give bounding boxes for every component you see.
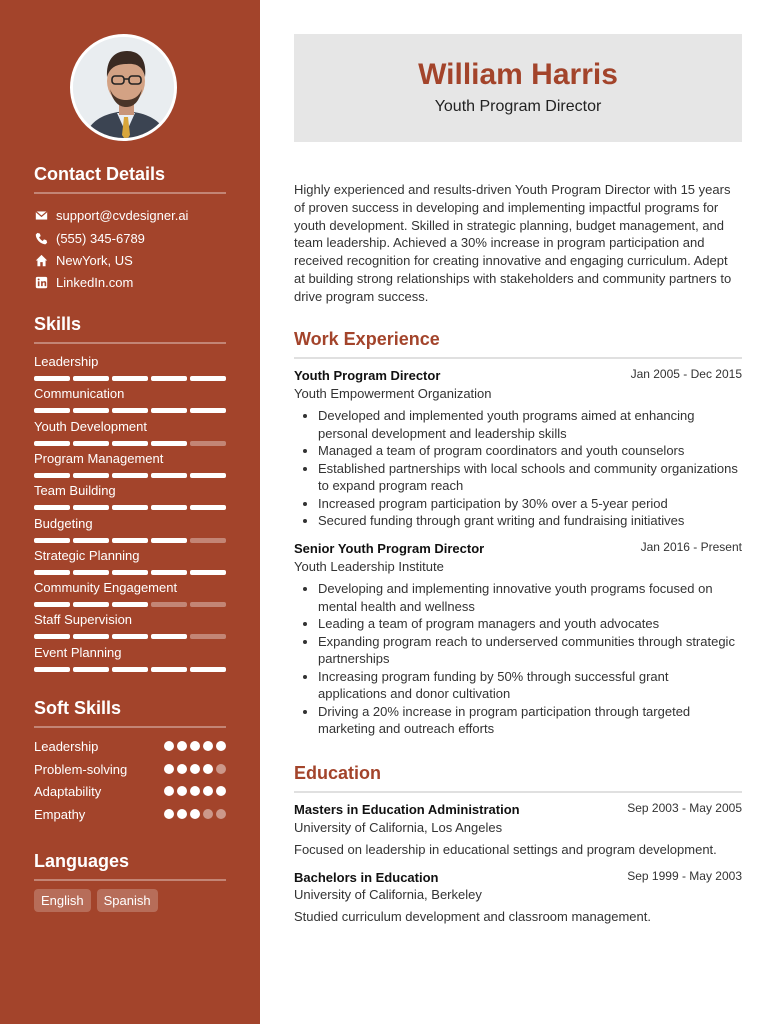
rating-dot: [190, 741, 200, 751]
skill-level-segment: [190, 634, 226, 639]
rating-dot: [190, 809, 200, 819]
skill-level-segment: [73, 602, 109, 607]
contact-email-text: support@cvdesigner.ai: [56, 207, 189, 223]
skill-level-segment: [34, 505, 70, 510]
skill-level-segment: [34, 473, 70, 478]
degree-title: Bachelors in Education: [294, 870, 439, 885]
soft-skill-rating: [164, 741, 226, 751]
degree-description: Studied curriculum development and classroom management.: [294, 909, 651, 924]
rating-dot: [203, 809, 213, 819]
education-heading: Education: [294, 763, 742, 793]
job-title: Senior Youth Program Director: [294, 541, 485, 556]
skill-level-segment: [34, 602, 70, 607]
skill-level-segment: [73, 376, 109, 381]
bullet-item: • Established partnerships with local schools and community organizations to expand program reach: [318, 460, 738, 495]
skill-label: Communication: [34, 386, 125, 401]
skill-level-bar: [34, 408, 226, 413]
phone-icon: [34, 231, 48, 245]
soft-skill-rating: [164, 809, 226, 819]
skill-level-bar: [34, 634, 226, 639]
skill-level-bar: [34, 667, 226, 672]
skill-level-segment: [151, 376, 187, 381]
skill-level-segment: [112, 473, 148, 478]
soft-skill-label: Leadership: [34, 738, 99, 754]
contact-location-text: NewYork, US: [56, 252, 133, 268]
skill-level-segment: [151, 441, 187, 446]
skill-level-segment: [73, 634, 109, 639]
bullet-item: • Secured funding through grant writing and fundraising initiatives: [318, 512, 738, 530]
job-title: Youth Program Director: [294, 368, 441, 383]
skill-level-segment: [34, 538, 70, 543]
skill-level-segment: [34, 634, 70, 639]
bullet-item: • Developed and implemented youth programs aimed at enhancing personal development and leadership skills: [318, 407, 738, 442]
skill-level-segment: [112, 538, 148, 543]
skill-level-segment: [190, 538, 226, 543]
summary: Highly experienced and results-driven Youth Program Director with 15 years of proven success in developing and implementing impactful programs for youth development. Skilled in strategic planning, budget management, and team leadership. Achieved a 30% increase in program participation and received recognition for creating innovative and engaging curriculum. Adept at building strong relationships with stakeholders and community partners to drive program success.: [294, 182, 732, 304]
skill-level-segment: [190, 473, 226, 478]
rating-dot: [164, 809, 174, 819]
soft-skill-rating: [164, 786, 226, 796]
skill-level-segment: [151, 667, 187, 672]
soft-skill-row: [34, 782, 226, 800]
skill-level-bar: [34, 602, 226, 607]
bullet-item: • Driving a 20% increase in program participation through targeted marketing and outreach efforts: [318, 703, 738, 738]
rating-dot: [190, 764, 200, 774]
soft-skill-label: Adaptability: [34, 783, 102, 799]
person-name: William Harris: [418, 58, 618, 91]
skill-level-segment: [190, 441, 226, 446]
job-org: Youth Empowerment Organization: [294, 386, 492, 401]
bullet-item: • Increased program participation by 30% over a 5-year period: [318, 495, 738, 513]
school-name: University of California, Los Angeles: [294, 820, 503, 835]
languages-heading: Languages: [34, 851, 226, 881]
rating-dot: [177, 741, 187, 751]
skill-level-segment: [190, 376, 226, 381]
contact-location: [34, 251, 234, 269]
skill-level-segment: [190, 602, 226, 607]
skill-level-segment: [112, 602, 148, 607]
contact-email[interactable]: [34, 206, 234, 224]
skill-level-segment: [73, 441, 109, 446]
skill-level-segment: [151, 505, 187, 510]
rating-dot: [164, 764, 174, 774]
skill-level-segment: [112, 570, 148, 575]
contact-heading: Contact Details: [34, 164, 226, 194]
linkedin-icon: [34, 275, 48, 289]
rating-dot: [164, 786, 174, 796]
skill-level-bar: [34, 505, 226, 510]
contact-phone[interactable]: [34, 229, 234, 247]
rating-dot: [177, 786, 187, 796]
skill-level-segment: [34, 408, 70, 413]
skill-label: Team Building: [34, 483, 116, 498]
skill-level-segment: [112, 667, 148, 672]
skill-level-segment: [34, 441, 70, 446]
soft-skill-row: [34, 737, 226, 755]
skill-level-segment: [34, 376, 70, 381]
rating-dot: [177, 809, 187, 819]
skill-level-segment: [190, 505, 226, 510]
language-chip: English: [34, 889, 91, 912]
skill-level-segment: [151, 634, 187, 639]
contact-linkedin[interactable]: [34, 273, 234, 291]
skill-level-segment: [112, 441, 148, 446]
skill-label: Community Engagement: [34, 580, 178, 595]
soft-skill-row: [34, 805, 226, 823]
skill-label: Youth Development: [34, 419, 147, 434]
skill-level-segment: [151, 602, 187, 607]
contact-phone-text: (555) 345-6789: [56, 230, 145, 246]
degree-title: Masters in Education Administration: [294, 802, 520, 817]
skill-level-bar: [34, 376, 226, 381]
skill-level-segment: [190, 667, 226, 672]
skill-label: Event Planning: [34, 645, 122, 660]
rating-dot: [164, 741, 174, 751]
skill-label: Budgeting: [34, 516, 93, 531]
skill-level-segment: [34, 667, 70, 672]
soft-skill-label: Empathy: [34, 806, 86, 822]
skill-level-segment: [73, 538, 109, 543]
skill-level-segment: [73, 408, 109, 413]
skill-level-bar: [34, 441, 226, 446]
skill-level-segment: [34, 570, 70, 575]
rating-dot: [203, 786, 213, 796]
job-bullets: [318, 580, 738, 738]
skill-level-segment: [112, 376, 148, 381]
name-header: [294, 34, 742, 142]
degree-date: Sep 1999 - May 2003: [627, 869, 742, 883]
skill-label: Leadership: [34, 354, 99, 369]
skill-level-bar: [34, 473, 226, 478]
rating-dot: [216, 786, 226, 796]
bullet-item: • Expanding program reach to underserved communities through strategic partnerships: [318, 633, 738, 668]
person-title: Youth Program Director: [434, 98, 602, 115]
rating-dot: [216, 809, 226, 819]
skill-level-segment: [73, 505, 109, 510]
rating-dot: [190, 786, 200, 796]
skill-level-segment: [151, 408, 187, 413]
job-date: Jan 2005 - Dec 2015: [630, 367, 742, 381]
job-bullets: [318, 407, 738, 530]
job-org: Youth Leadership Institute: [294, 559, 444, 574]
skill-level-bar: [34, 570, 226, 575]
bullet-item: • Increasing program funding by 50% through successful grant applications and donor cultivation: [318, 668, 738, 703]
soft-skill-label: Problem-solving: [34, 761, 128, 777]
skill-level-segment: [73, 667, 109, 672]
envelope-icon: [34, 208, 48, 222]
rating-dot: [203, 764, 213, 774]
bullet-item: • Leading a team of program managers and youth advocates: [318, 615, 738, 633]
skill-level-segment: [73, 570, 109, 575]
soft-skills-heading: Soft Skills: [34, 698, 226, 728]
experience-heading: Work Experience: [294, 329, 742, 359]
sidebar: [0, 0, 260, 1024]
skill-label: Staff Supervision: [34, 612, 133, 627]
skill-level-segment: [190, 570, 226, 575]
rating-dot: [216, 741, 226, 751]
soft-skill-row: [34, 760, 226, 778]
bullet-item: • Managed a team of program coordinators and youth counselors: [318, 442, 738, 460]
skills-heading: Skills: [34, 314, 226, 344]
languages-list: [34, 889, 158, 912]
rating-dot: [177, 764, 187, 774]
degree-description: Focused on leadership in educational settings and program development.: [294, 842, 717, 857]
avatar: [70, 34, 177, 141]
skill-level-bar: [34, 538, 226, 543]
school-name: University of California, Berkeley: [294, 887, 482, 902]
home-icon: [34, 253, 48, 267]
job-date: Jan 2016 - Present: [640, 540, 742, 554]
bullet-item: • Developing and implementing innovative youth programs focused on mental health and wellness: [318, 580, 738, 615]
skill-level-segment: [112, 505, 148, 510]
skill-level-segment: [73, 473, 109, 478]
skill-level-segment: [112, 634, 148, 639]
language-chip: Spanish: [97, 889, 158, 912]
skill-label: Strategic Planning: [34, 548, 140, 563]
contact-linkedin-text: LinkedIn.com: [56, 274, 134, 290]
skill-level-segment: [151, 570, 187, 575]
degree-date: Sep 2003 - May 2005: [627, 801, 742, 815]
soft-skill-rating: [164, 764, 226, 774]
skill-level-segment: [151, 473, 187, 478]
skill-level-segment: [190, 408, 226, 413]
profile-photo: [73, 37, 177, 141]
rating-dot: [216, 764, 226, 774]
skill-level-segment: [151, 538, 187, 543]
skill-level-segment: [112, 408, 148, 413]
skill-label: Program Management: [34, 451, 164, 466]
rating-dot: [203, 741, 213, 751]
